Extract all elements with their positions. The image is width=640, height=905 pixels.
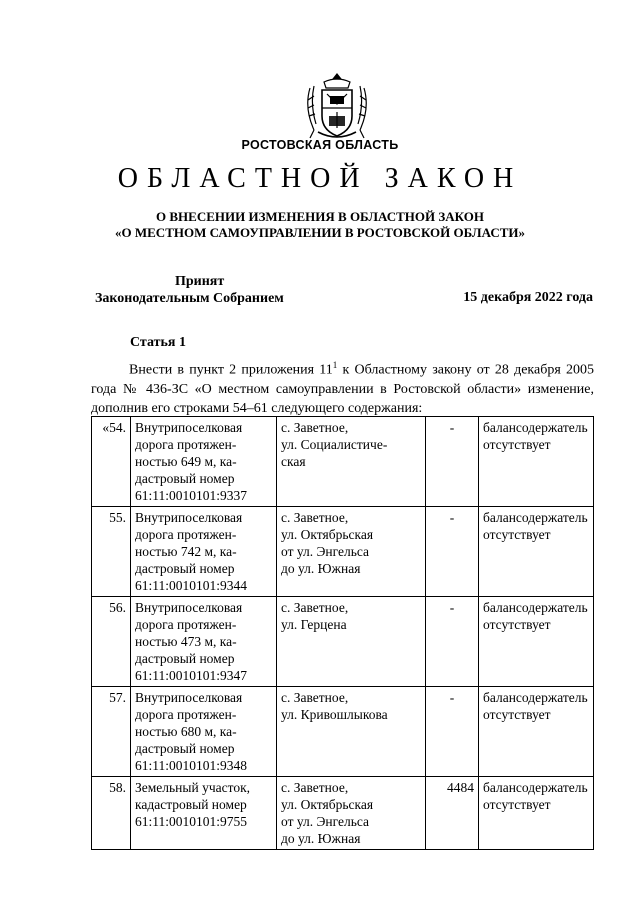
row-number-cell: 55. [92,507,131,597]
object-name-cell-line: Внутрипоселковая [135,600,243,615]
row-number-cell: 58. [92,777,131,850]
adoption-date: 15 декабря 2022 года [463,290,593,305]
address-cell-line: ская [281,454,306,469]
owner-cell [479,687,594,777]
table-row [92,687,594,777]
coat-of-arms-emblem [300,70,374,146]
address-cell-line: ул. Октябрьская [281,527,374,542]
owner-cell-line: отсутствует [483,437,551,452]
object-name-cell-line: дорога протяжен- [135,617,237,632]
object-name-cell-line: 61:11:0010101:9344 [135,578,248,593]
object-name-cell-line: Внутрипоселковая [135,690,243,705]
object-name-cell-line: 61:11:0010101:9337 [135,488,248,503]
object-name-cell-line: ностью 649 м, ка- [135,454,237,469]
owner-cell-line: балансодержатель [483,690,588,705]
object-name-cell [131,507,277,597]
object-name-cell-line: 61:11:0010101:9348 [135,758,248,773]
address-cell-line: до ул. Южная [281,561,361,576]
article-superscript: 1 [332,360,338,370]
object-name-cell-line: дорога протяжен- [135,707,237,722]
address-cell-line: от ул. Энгельса [281,544,370,559]
object-name-cell-line: Земельный участок, [135,780,251,795]
address-cell-line: ул. Кривошлыкова [281,707,388,722]
address-cell [277,417,426,507]
owner-cell [479,777,594,850]
address-cell-line: от ул. Энгельса [281,814,370,829]
table-row [92,417,594,507]
object-name-cell-line: дастровый номер [135,741,235,756]
address-cell-line: с. Заветное, [281,420,349,435]
object-name-cell-line: дастровый номер [135,651,235,666]
area-cell: 4484 [426,777,479,850]
address-cell [277,507,426,597]
owner-cell-line: отсутствует [483,617,551,632]
area-cell: - [426,597,479,687]
area-cell: - [426,417,479,507]
owner-cell-line: балансодержатель [483,420,588,435]
article-text-end: к Областному закону от 28 декабря 2005 года № 436-ЗС «О местном самоуправлении в Ростовской области» изменение, дополнив его строками 54–61 следующего содержания: [91,362,594,416]
adopted-by: Законодательным Собранием [95,291,284,306]
object-name-cell-line: дастровый номер [135,561,235,576]
owner-cell-line: отсутствует [483,707,551,722]
object-name-cell [131,777,277,850]
object-name-cell-line: ностью 680 м, ка- [135,724,237,739]
object-name-cell-line: ностью 742 м, ка- [135,544,237,559]
object-name-cell-line: дастровый номер [135,471,235,486]
table-row [92,777,594,850]
owner-cell [479,417,594,507]
object-name-cell [131,597,277,687]
owner-cell [479,597,594,687]
address-cell-line: с. Заветное, [281,780,349,795]
address-cell-line: с. Заветное, [281,600,349,615]
area-cell: - [426,687,479,777]
object-name-cell-line: дорога протяжен- [135,437,237,452]
law-title: ОБЛАСТНОЙ ЗАКОН [117,163,523,194]
address-cell [277,687,426,777]
article-title: Статья 1 [130,335,186,350]
region-name: РОСТОВСКАЯ ОБЛАСТЬ [241,138,399,152]
address-cell-line: до ул. Южная [281,831,361,846]
owner-cell [479,507,594,597]
law-subtitle [0,209,640,241]
area-cell: - [426,507,479,597]
owner-cell-line: балансодержатель [483,600,588,615]
amendment-table [91,416,594,850]
owner-cell-line: отсутствует [483,797,551,812]
address-cell-line: ул. Герцена [281,617,347,632]
object-name-cell-line: Внутрипоселковая [135,420,243,435]
object-name-cell-line: Внутрипоселковая [135,510,243,525]
adopted-label: Принят [175,274,225,289]
article-text [91,356,594,418]
address-cell [277,777,426,850]
owner-cell-line: балансодержатель [483,780,588,795]
row-number-cell: «54. [92,417,131,507]
address-cell-line: ул. Октябрьская [281,797,374,812]
object-name-cell-line: 61:11:0010101:9755 [135,814,248,829]
object-name-cell-line: ностью 473 м, ка- [135,634,237,649]
object-name-cell [131,687,277,777]
article-text-start: Внести в пункт 2 приложения 11 [129,362,333,378]
address-cell-line: с. Заветное, [281,510,349,525]
table-row [92,597,594,687]
table-row [92,507,594,597]
object-name-cell-line: дорога протяжен- [135,527,237,542]
table-body [92,417,594,850]
subtitle-line-2: «О МЕСТНОМ САМОУПРАВЛЕНИИ В РОСТОВСКОЙ ОБЛАСТИ» [115,225,525,240]
object-name-cell [131,417,277,507]
subtitle-line-1: О ВНЕСЕНИИ ИЗМЕНЕНИЯ В ОБЛАСТНОЙ ЗАКОН [156,209,484,224]
object-name-cell-line: кадастровый номер [135,797,247,812]
row-number-cell: 56. [92,597,131,687]
address-cell-line: с. Заветное, [281,690,349,705]
row-number-cell: 57. [92,687,131,777]
address-cell-line: ул. Социалистиче- [281,437,388,452]
adoption-block [95,273,284,307]
owner-cell-line: отсутствует [483,527,551,542]
owner-cell-line: балансодержатель [483,510,588,525]
object-name-cell-line: 61:11:0010101:9347 [135,668,248,683]
address-cell [277,597,426,687]
